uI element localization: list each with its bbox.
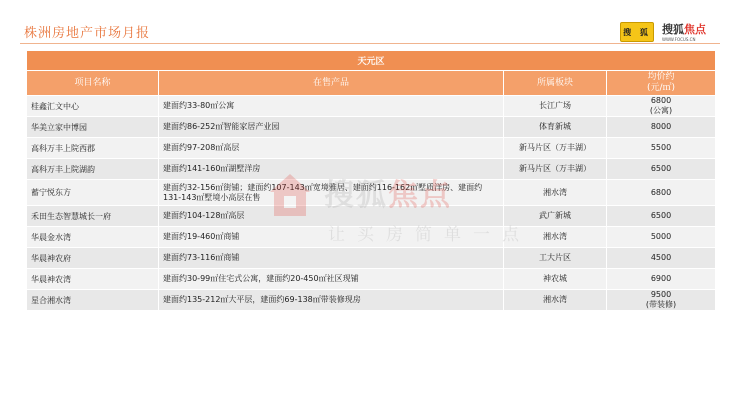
price-cell: 5000 [607, 227, 716, 248]
product-cell: 建面约32-156㎡街铺；建面约107-143㎡宽境雅居、建面约116-162㎡墅质洋房、建面约131-143㎡墅境小高层在售 [159, 180, 504, 206]
page-title: 株洲房地产市场月报 [24, 26, 151, 41]
table-row [27, 248, 716, 269]
product-cell: 建面约33-80㎡公寓 [159, 96, 504, 117]
table-body [27, 96, 716, 311]
project-table [26, 50, 715, 311]
column-header-row [27, 71, 716, 96]
table-row [27, 159, 716, 180]
focus-logo-brand: 搜狐焦点 [662, 23, 706, 36]
header-rule [20, 43, 720, 44]
table-row [27, 290, 716, 311]
price-cell: 5500 [607, 138, 716, 159]
area-cell: 工大片区 [504, 248, 607, 269]
product-cell: 建面约97-208㎡高层 [159, 138, 504, 159]
product-cell: 建面约19-460㎡商铺 [159, 227, 504, 248]
product-cell: 建面约141-160㎡湖墅洋房 [159, 159, 504, 180]
watermark-slogan: 让买房简单一点 [328, 225, 531, 245]
project-name-cell: 桂鑫汇文中心 [27, 96, 159, 117]
area-cell: 新马片区（万丰湖） [504, 138, 607, 159]
column-header: 所属板块 [504, 71, 607, 96]
price-cell: 6900 [607, 269, 716, 290]
area-cell: 新马片区（万丰湖） [504, 159, 607, 180]
project-name-cell: 高科万丰上院西郡 [27, 138, 159, 159]
area-cell: 体育新城 [504, 117, 607, 138]
product-cell: 建面约135-212㎡大平层，建面约69-138㎡带装修现房 [159, 290, 504, 311]
product-cell: 建面约73-116㎡商铺 [159, 248, 504, 269]
column-header: 在售产品 [159, 71, 504, 96]
table-row [27, 138, 716, 159]
project-name-cell: 华晨神农湾 [27, 269, 159, 290]
watermark-brand: 搜狐焦点 [324, 178, 452, 213]
project-name-cell: 高科万丰上院湖韵 [27, 159, 159, 180]
table-row [27, 269, 716, 290]
area-cell: 武广新城 [504, 206, 607, 227]
area-cell: 长江广场 [504, 96, 607, 117]
project-name-cell: 华晨金水湾 [27, 227, 159, 248]
table-row [27, 180, 716, 206]
price-cell: 6800 [607, 180, 716, 206]
project-name-cell: 华美立家中博园 [27, 117, 159, 138]
price-cell: 9500 (带装修) [607, 290, 716, 311]
product-cell: 建面约30-99㎡住宅式公寓，建面约20-450㎡社区现铺 [159, 269, 504, 290]
project-name-cell: 禾田生态智慧城长一府 [27, 206, 159, 227]
area-cell: 湘水湾 [504, 290, 607, 311]
price-cell: 6500 [607, 159, 716, 180]
focus-logo [662, 21, 722, 43]
project-name-cell: 蓄宁悦东方 [27, 180, 159, 206]
project-name-cell: 星合湘水湾 [27, 290, 159, 311]
price-cell: 6800 (公寓) [607, 96, 716, 117]
table-row [27, 206, 716, 227]
area-cell: 神农城 [504, 269, 607, 290]
district-header: 天元区 [27, 51, 716, 71]
sohu-logo [620, 22, 654, 42]
table-row [27, 227, 716, 248]
price-cell: 4500 [607, 248, 716, 269]
area-cell: 湘水湾 [504, 227, 607, 248]
column-header: 项目名称 [27, 71, 159, 96]
column-header: 均价约 (元/㎡) [607, 71, 716, 96]
product-cell: 建面约86-252㎡智能家居产业园 [159, 117, 504, 138]
price-cell: 6500 [607, 206, 716, 227]
area-cell: 湘水湾 [504, 180, 607, 206]
table-row [27, 117, 716, 138]
project-name-cell: 华晨神农府 [27, 248, 159, 269]
table-row [27, 96, 716, 117]
price-cell: 8000 [607, 117, 716, 138]
focus-logo-url: WWW.FOCUS.CN [662, 37, 696, 42]
sohu-logo-text: 搜 狐 [623, 27, 651, 37]
product-cell: 建面约104-128㎡高层 [159, 206, 504, 227]
